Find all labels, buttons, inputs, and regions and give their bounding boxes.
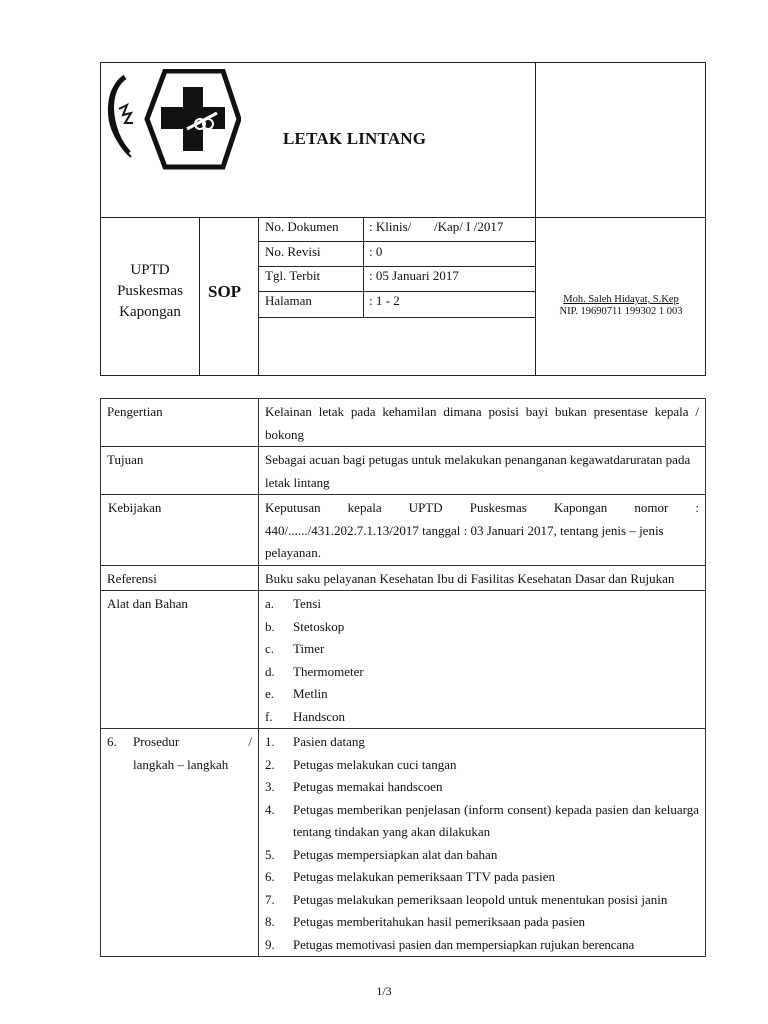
list-item: 9. Petugas memotivasi pasien dan mempersiapkan rujukan berencana xyxy=(265,936,635,952)
row-label: Referensi xyxy=(101,565,259,591)
row-content: Sebagai acuan bagi petugas untuk melakukan penanganan kegawatdaruratan pada letak lintang xyxy=(259,447,706,495)
org-line: Puskesmas xyxy=(117,283,183,299)
list-item: 7. Petugas melakukan pemeriksaan leopold untuk menentukan posisi janin xyxy=(265,891,668,907)
list-item: d. Thermometer xyxy=(265,663,364,679)
organization-name xyxy=(101,260,199,323)
doc-row-label: Tgl. Terbit xyxy=(265,268,321,283)
sop-label: SOP xyxy=(208,282,242,301)
list-item: a. Tensi xyxy=(265,596,321,611)
kebijakan-line-1: Keputusan kepala UPTD Puskesmas Kapongan nomor : xyxy=(265,500,699,515)
row-content xyxy=(259,729,706,957)
doc-row-value: : 05 Januari 2017 xyxy=(369,268,459,283)
list-item: f. Handscon xyxy=(265,708,345,724)
row-content xyxy=(259,591,706,729)
doc-row-value: : Klinis/ /Kap/ I /2017 xyxy=(369,219,504,234)
doc-row-label: No. Dokumen xyxy=(265,219,339,234)
row-content: Buku saku pelayanan Kesehatan Ibu di Fasilitas Kesehatan Dasar dan Rujukan xyxy=(259,565,706,591)
table-row xyxy=(101,399,706,447)
doc-row-label: Halaman xyxy=(265,293,312,308)
puskesmas-cross-logo-icon xyxy=(105,69,241,173)
row-label: Alat dan Bahan xyxy=(101,591,259,729)
kebijakan-line-2: 440/....../431.202.7.1.13/2017 tanggal : 03 Januari 2017, tentang jenis – jenis pelayanan. xyxy=(265,522,664,560)
list-item: 4. Petugas memberikan penjelasan (inform consent) kepada pasien dan keluarga tentang tindakan yang akan dilakukan xyxy=(265,801,699,839)
table-row xyxy=(101,591,706,729)
list-item: c. Timer xyxy=(265,641,325,656)
doc-row-value: : 0 xyxy=(369,244,383,259)
list-item: b. Stetoskop xyxy=(265,618,345,634)
signer-nip: NIP. 19690711 199302 1 003 xyxy=(559,306,683,317)
list-item: 8. Petugas memberitahukan hasil pemeriksaan pada pasien xyxy=(265,914,586,929)
prosedur-label-line: 6. Prosedur / xyxy=(107,734,252,749)
org-line: UPTD xyxy=(130,262,170,278)
signer-block xyxy=(536,294,706,318)
list-item: 3. Petugas memakai handscoen xyxy=(265,779,443,794)
doc-row-label: No. Revisi xyxy=(265,244,321,259)
page-number: 1/3 xyxy=(376,984,392,998)
list-item: 6. Petugas melakukan pemeriksaan TTV pada pasien xyxy=(265,869,555,884)
list-item: e. Metlin xyxy=(265,686,328,701)
table-row xyxy=(101,565,706,591)
list-item: 5. Petugas mempersiapkan alat dan bahan xyxy=(265,846,498,862)
list-item: 2. Petugas melakukan cuci tangan xyxy=(265,756,457,772)
row-label: Tujuan xyxy=(101,447,259,495)
list-item: 1. Pasien datang xyxy=(265,734,365,749)
prosedur-label-line: langkah – langkah xyxy=(133,756,229,772)
row-content xyxy=(259,495,706,566)
table-row xyxy=(101,729,706,957)
row-label: Pengertian xyxy=(101,399,259,447)
row-label xyxy=(101,729,259,957)
table-row xyxy=(101,447,706,495)
sop-content-table xyxy=(100,398,706,957)
table-row xyxy=(101,495,706,566)
row-content: Kelainan letak pada kehamilan dimana posisi bayi bukan presentase kepala / bokong xyxy=(259,399,706,447)
org-line: Kapongan xyxy=(119,304,181,320)
signer-name: Moh. Saleh Hidayat, S.Kep xyxy=(563,294,679,305)
row-label: Kebijakan xyxy=(101,495,259,566)
document-title: LETAK LINTANG xyxy=(283,129,427,148)
doc-row-value: : 1 - 2 xyxy=(369,293,400,308)
sop-header-table xyxy=(100,62,706,376)
